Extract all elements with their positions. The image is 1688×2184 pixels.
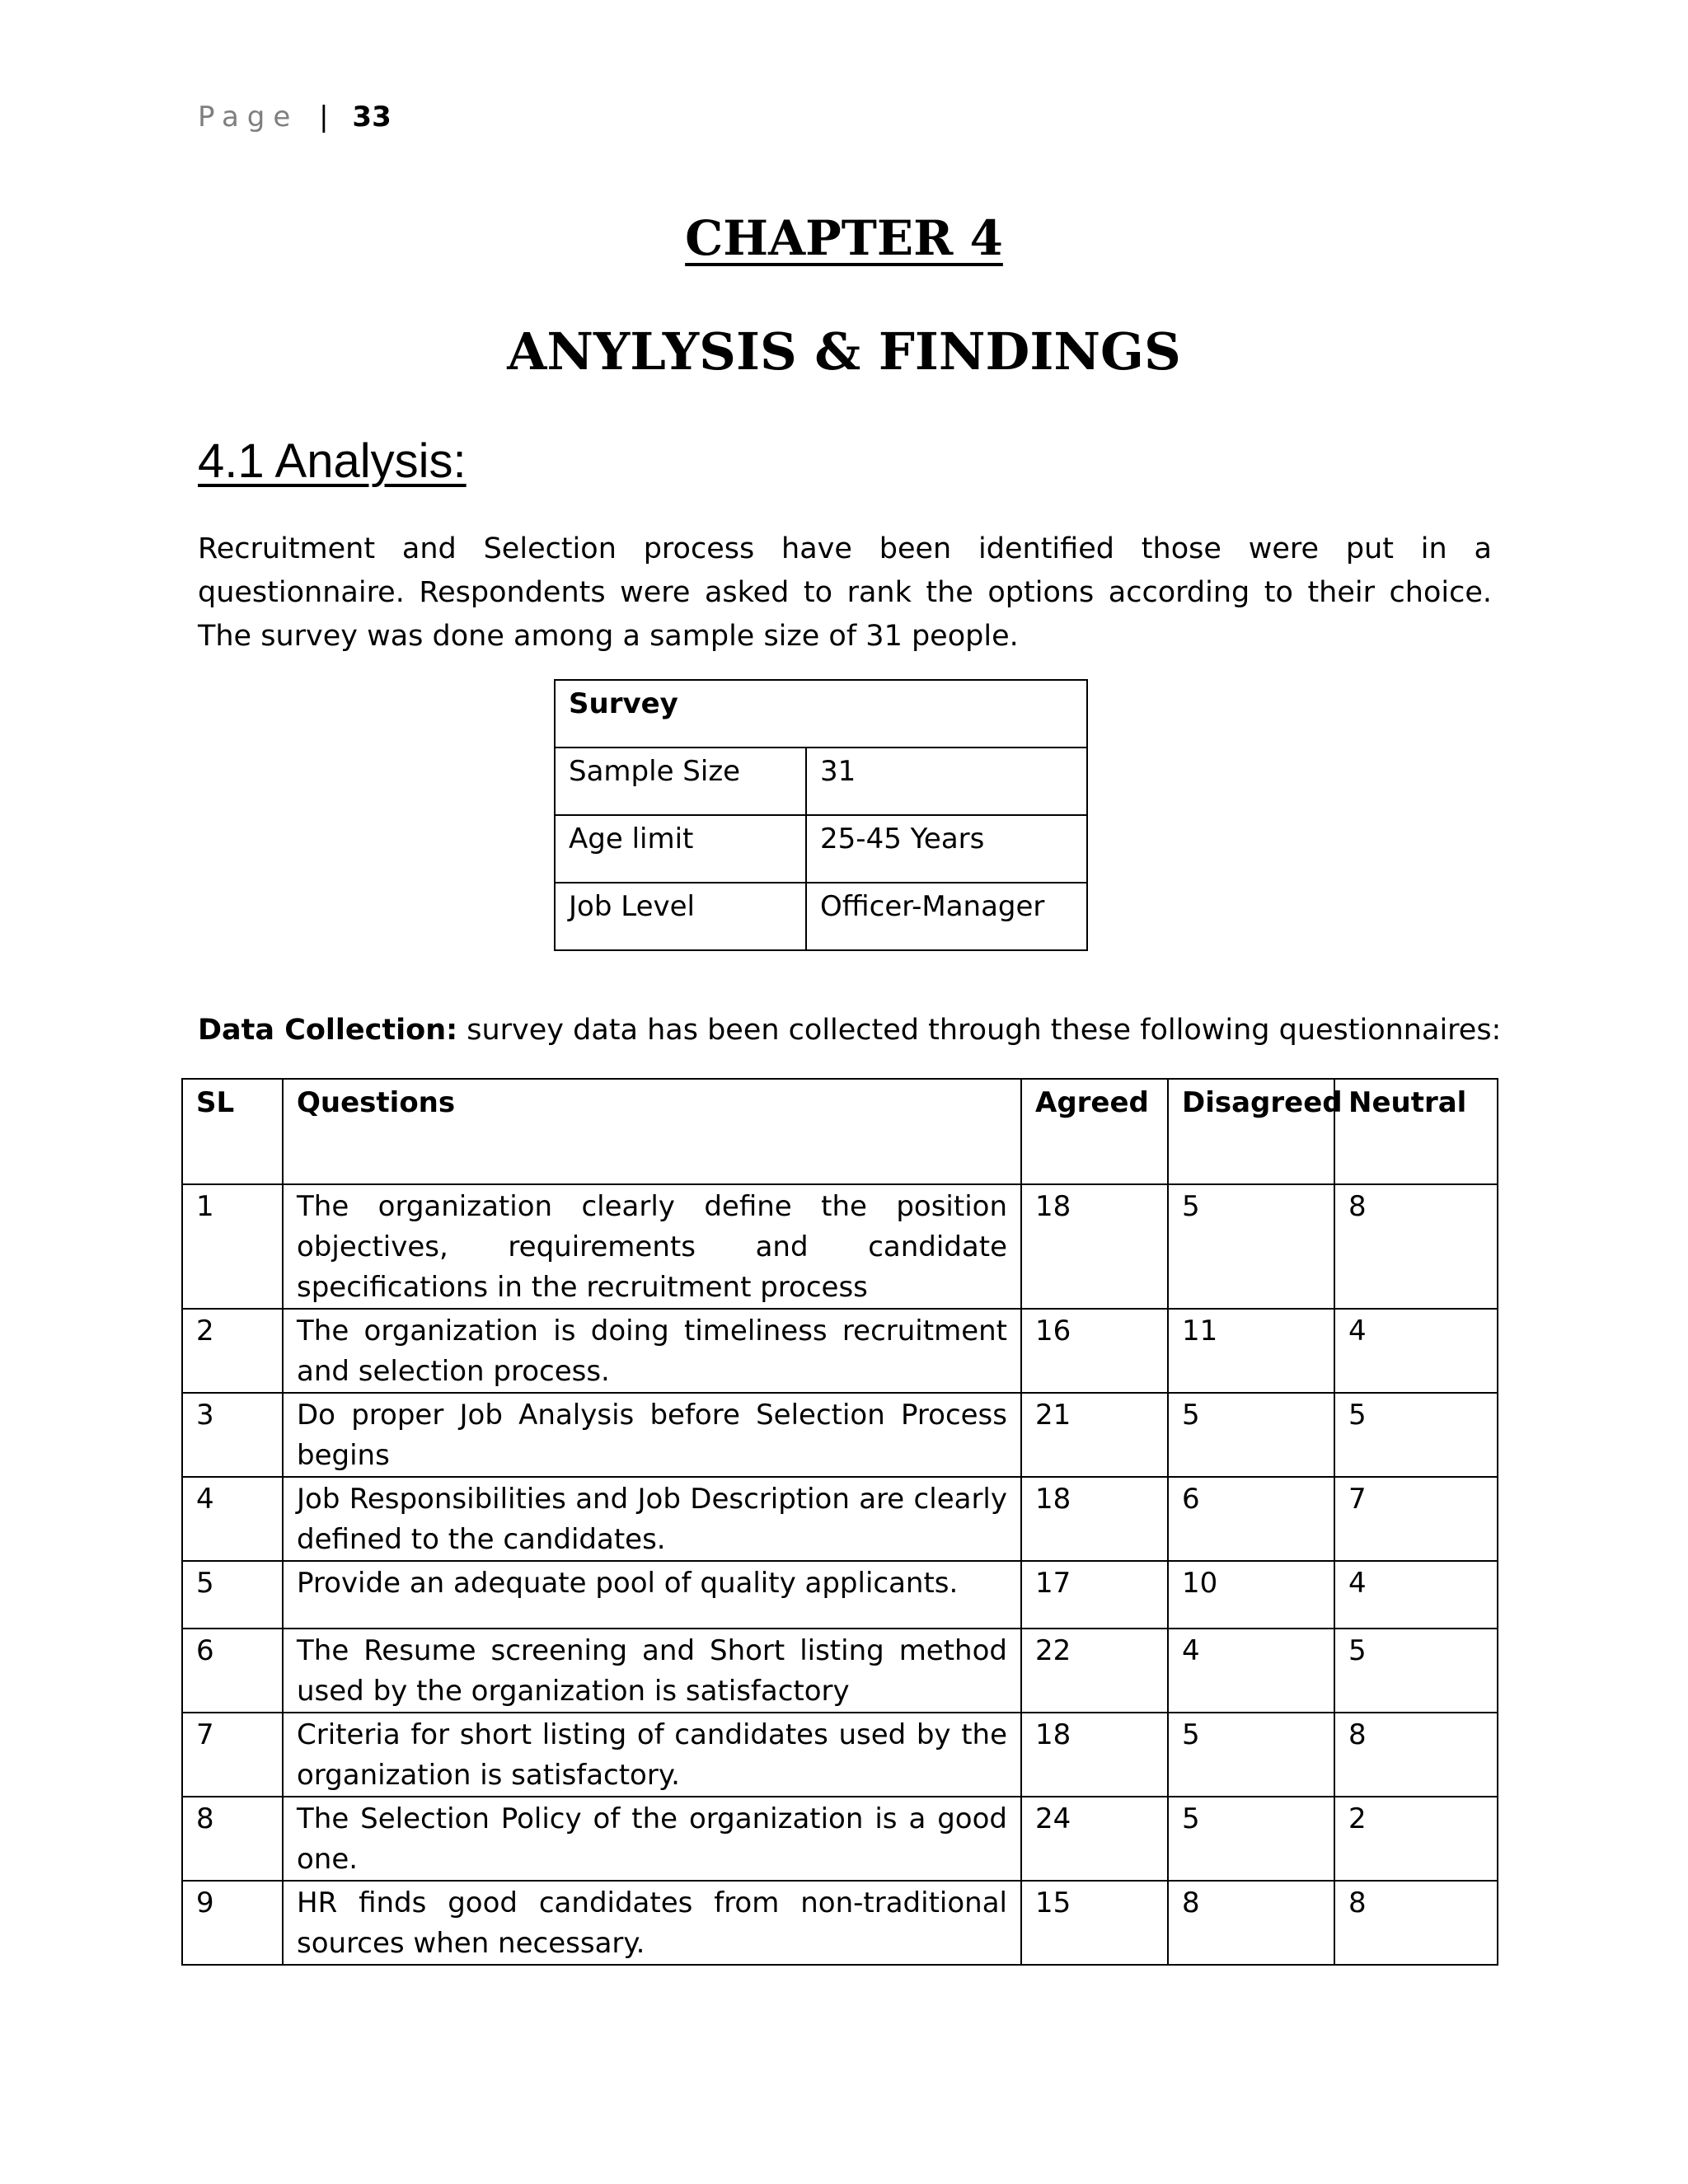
survey-row: [555, 883, 1087, 950]
table-row: [182, 1393, 1498, 1477]
cell-question: Job Responsibilities and Job Description are clearly defined to the candidates.: [283, 1477, 1021, 1561]
cell-agreed: 18: [1021, 1713, 1168, 1797]
table-row: [182, 1713, 1498, 1797]
survey-row: [555, 748, 1087, 815]
questions-table: [181, 1078, 1498, 1966]
header-sl: SL: [182, 1079, 283, 1184]
cell-agreed: 17: [1021, 1561, 1168, 1629]
header-disagreed: Disagreed: [1168, 1079, 1334, 1184]
cell-sl: 7: [182, 1713, 283, 1797]
survey-value: Officer-Manager: [806, 883, 1087, 950]
data-collection-text: survey data has been collected through these following questionnaires:: [457, 1014, 1502, 1047]
page-separator: |: [319, 101, 329, 134]
cell-agreed: 18: [1021, 1184, 1168, 1309]
survey-title: Survey: [555, 680, 1087, 748]
cell-neutral: 8: [1334, 1184, 1498, 1309]
chapter-title-text: CHAPTER 4: [685, 210, 1003, 266]
cell-disagreed: 11: [1168, 1309, 1334, 1393]
cell-question: Criteria for short listing of candidates used by the organization is satisfactory.: [283, 1713, 1021, 1797]
survey-value: 25-45 Years: [806, 815, 1087, 883]
cell-neutral: 5: [1334, 1629, 1498, 1713]
cell-question: Do proper Job Analysis before Selection Process begins: [283, 1393, 1021, 1477]
chapter-subtitle: ANYLYSIS & FINDINGS: [507, 321, 1181, 382]
page-header: [198, 101, 392, 134]
cell-sl: 3: [182, 1393, 283, 1477]
cell-disagreed: 5: [1168, 1393, 1334, 1477]
cell-neutral: 4: [1334, 1309, 1498, 1393]
cell-sl: 1: [182, 1184, 283, 1309]
survey-row: [555, 815, 1087, 883]
cell-agreed: 15: [1021, 1881, 1168, 1965]
cell-neutral: 2: [1334, 1797, 1498, 1881]
cell-neutral: 5: [1334, 1393, 1498, 1477]
table-row: [182, 1184, 1498, 1309]
cell-agreed: 24: [1021, 1797, 1168, 1881]
cell-disagreed: 4: [1168, 1629, 1334, 1713]
survey-label: Job Level: [555, 883, 806, 950]
cell-disagreed: 5: [1168, 1797, 1334, 1881]
cell-question: The Resume screening and Short listing method used by the organization is satisfactory: [283, 1629, 1021, 1713]
questions-header-row: [182, 1079, 1498, 1184]
cell-sl: 4: [182, 1477, 283, 1561]
survey-table: [554, 679, 1088, 951]
cell-question: HR finds good candidates from non-traditional sources when necessary.: [283, 1881, 1021, 1965]
data-collection-line: [198, 1014, 1501, 1047]
table-row: [182, 1561, 1498, 1629]
page-number: 33: [352, 101, 392, 134]
cell-sl: 2: [182, 1309, 283, 1393]
table-row: [182, 1881, 1498, 1965]
cell-question: Provide an adequate pool of quality applicants.: [283, 1561, 1021, 1629]
cell-disagreed: 8: [1168, 1881, 1334, 1965]
cell-disagreed: 5: [1168, 1713, 1334, 1797]
cell-agreed: 18: [1021, 1477, 1168, 1561]
cell-neutral: 8: [1334, 1881, 1498, 1965]
cell-agreed: 22: [1021, 1629, 1168, 1713]
survey-value: 31: [806, 748, 1087, 815]
cell-agreed: 21: [1021, 1393, 1168, 1477]
cell-sl: 6: [182, 1629, 283, 1713]
data-collection-label: Data Collection:: [198, 1014, 458, 1047]
header-questions: Questions: [283, 1079, 1021, 1184]
survey-title-row: [555, 680, 1087, 748]
survey-label: Age limit: [555, 815, 806, 883]
intro-paragraph: Recruitment and Selection process have been identified those were put in a questionnaire. Respondents were asked to rank the options according to their choice. The survey was done among a sample size of 31 people.: [198, 532, 1492, 653]
cell-sl: 5: [182, 1561, 283, 1629]
table-row: [182, 1797, 1498, 1881]
chapter-title: [0, 210, 1688, 266]
cell-sl: 9: [182, 1881, 283, 1965]
cell-question: The organization clearly define the position objectives, requirements and candidate specifications in the recruitment process: [283, 1184, 1021, 1309]
table-row: [182, 1629, 1498, 1713]
header-neutral: Neutral: [1334, 1079, 1498, 1184]
cell-agreed: 16: [1021, 1309, 1168, 1393]
cell-question: The Selection Policy of the organization is a good one.: [283, 1797, 1021, 1881]
survey-label: Sample Size: [555, 748, 806, 815]
cell-neutral: 7: [1334, 1477, 1498, 1561]
section-heading: 4.1 Analysis:: [198, 434, 467, 488]
cell-neutral: 4: [1334, 1561, 1498, 1629]
cell-sl: 8: [182, 1797, 283, 1881]
table-row: [182, 1309, 1498, 1393]
cell-disagreed: 6: [1168, 1477, 1334, 1561]
cell-disagreed: 10: [1168, 1561, 1334, 1629]
page-label: Page: [198, 101, 299, 134]
cell-question: The organization is doing timeliness recruitment and selection process.: [283, 1309, 1021, 1393]
cell-neutral: 8: [1334, 1713, 1498, 1797]
table-row: [182, 1477, 1498, 1561]
cell-disagreed: 5: [1168, 1184, 1334, 1309]
header-agreed: Agreed: [1021, 1079, 1168, 1184]
